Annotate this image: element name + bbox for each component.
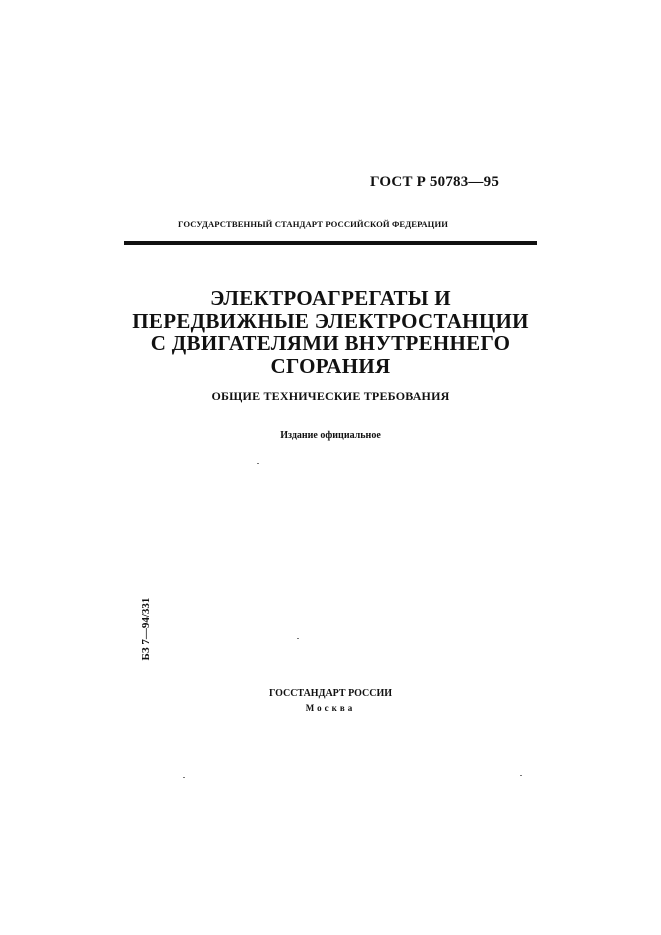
publication-city: Москва (305, 703, 356, 713)
issuing-authority: ГОСУДАРСТВЕННЫЙ СТАНДАРТ РОССИЙСКОЙ ФЕДЕРАЦИИ (178, 219, 449, 229)
scan-speck (520, 775, 522, 776)
publisher: ГОССТАНДАРТ РОССИИ (268, 688, 393, 699)
header-rule (124, 241, 537, 245)
document-subtitle: ОБЩИЕ ТЕХНИЧЕСКИЕ ТРЕБОВАНИЯ (211, 389, 450, 403)
standard-designation: ГОСТ Р 50783—95 (370, 174, 500, 190)
edition-note: Издание официальное (280, 430, 381, 441)
document-title: ЭЛЕКТРОАГРЕГАТЫ И ПЕРЕДВИЖНЫЕ ЭЛЕКТРОСТАНЦИИ С ДВИГАТЕЛЯМИ ВНУТРЕННЕГО СГОРАНИЯ (132, 286, 529, 378)
catalog-code: БЗ 7—94/331 (140, 597, 152, 661)
scan-speck (297, 638, 299, 639)
scan-speck (183, 777, 185, 778)
scan-speck (257, 463, 259, 464)
